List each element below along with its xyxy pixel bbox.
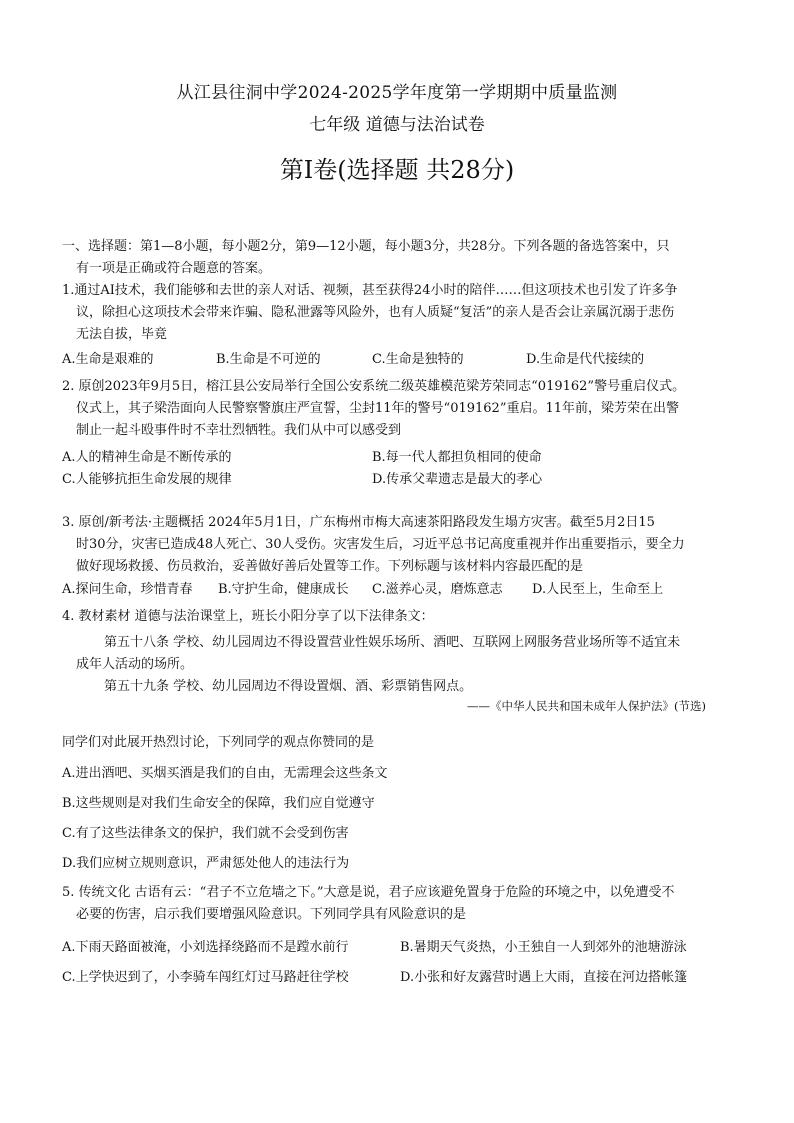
q3-option-d: D.人民至上，生命至上 [532,582,664,597]
q5-stem-line-1: 5. 传统文化 古语有云：“君子不立危墙之下。”大意是说，君子应该避免置身于危险的环境之中，以免遭受不 [62,885,675,900]
q4-option-d: D.我们应树立规则意识，严肃惩处他人的违法行为 [62,856,350,871]
q1-option-c: C.生命是独特的 [372,352,464,367]
subject-title: 七年级 道德与法治试卷 [309,115,485,135]
q4-option-c: C.有了这些法律条文的保护，我们就不会受到伤害 [62,826,349,841]
q2-option-a: A.人的精神生命是不断传承的 [62,450,232,465]
q1-option-d: D.生命是代代接续的 [526,352,645,367]
q2-stem-line-1: 2. 原创2023年9月5日，榕江县公安局举行全国公安系统二级英雄模范梁芳荣同志“019162”警号重启仪式。 [62,379,686,394]
q2-stem-line-2: 仪式上，其子梁浩面向人民警察警旗庄严宣誓，尘封11年的警号“019162”重启。11年前，梁芳荣在出警 [76,401,680,416]
q4-stem: 4. 教材素材 道德与法治课堂上，班长小阳分享了以下法律条文： [62,609,434,624]
law-article-58-line-2: 成年人活动的场所。 [76,657,194,672]
instructions-line-1: 一、选择题：第1—8小题，每小题2分，第9—12小题，每小题3分，共28分。下列各题的备选答案中，只 [62,239,670,254]
q2-option-c: C.人能够抗拒生命发展的规律 [62,472,232,487]
q1-option-b: B.生命是不可逆的 [216,352,321,367]
section-title: 第Ⅰ卷(选择题 共28分) [279,156,515,184]
q3-stem-line-1: 3. 原创/新考法·主题概括 2024年5月1日，广东梅州市梅大高速茶阳路段发生塌方灾害。截至5月2日15 [62,515,655,530]
q1-stem-line-2: 议，除担心这项技术会带来诈骗、隐私泄露等风险外，也有人质疑“复活”的亲人是否会让亲属沉溺于悲伤 [76,305,675,320]
school-title: 从江县往洞中学2024-2025学年度第一学期期中质量监测 [176,83,618,103]
q4-option-a: A.进出酒吧、买烟买酒是我们的自由，无需理会这些条文 [62,766,388,781]
law-article-58-line-1: 第五十八条 学校、幼儿园周边不得设置营业性娱乐场所、酒吧、互联网上网服务营业场所等不适宜未 [104,635,681,650]
q3-stem-line-2: 时30分，灾害已造成48人死亡、30人受伤。灾害发生后，习近平总书记高度重视并作出重要指示，要全力 [76,537,685,552]
q5-option-b: B.暑期天气炎热，小王独自一人到郊外的池塘游泳 [400,940,687,955]
q2-stem-line-3: 制止一起斗殴事件时不幸壮烈牺牲。我们从中可以感受到 [76,423,402,438]
instructions-line-2: 有一项是正确或符合题意的答案。 [76,261,272,276]
q5-stem-line-2: 必要的伤害，启示我们要增强风险意识。下列同学具有风险意识的是 [76,907,467,922]
q3-option-b: B.守护生命，健康成长 [218,582,349,597]
q5-option-d: D.小张和好友露营时遇上大雨，直接在河边搭帐篷 [400,970,688,985]
q2-option-d: D.传承父辈遗志是最大的孝心 [372,472,543,487]
q4-prompt: 同学们对此展开热烈讨论，下列同学的观点你赞同的是 [62,735,375,750]
q3-stem-line-3: 做好现场救援、伤员救治，妥善做好善后处置等工作。下列标题与该材料内容最匹配的是 [76,559,584,574]
q3-option-c: C.滋养心灵，磨炼意志 [372,582,503,597]
q2-option-b: B.每一代人都担负相同的使命 [372,450,542,465]
q1-option-a: A.生命是艰难的 [62,352,154,367]
law-article-59: 第五十九条 学校、幼儿园周边不得设置烟、酒、彩票销售网点。 [104,679,473,694]
law-source: ——《中华人民共和国未成年人保护法》(节选) [467,699,706,713]
q1-stem-line-1: 1.通过AI技术，我们能够和去世的亲人对话、视频，甚至获得24小时的陪伴……但这项技术也引发了许多争 [62,283,678,298]
q5-option-a: A.下雨天路面被淹，小刘选择绕路而不是蹚水前行 [62,940,349,955]
q3-option-a: A.探问生命，珍惜青春 [62,582,193,597]
q5-option-c: C.上学快迟到了，小李骑车闯红灯过马路赶往学校 [62,970,349,985]
q4-option-b: B.这些规则是对我们生命安全的保障，我们应自觉遵守 [62,796,375,811]
q1-stem-line-3: 无法自拔，毕竟 [76,327,168,342]
